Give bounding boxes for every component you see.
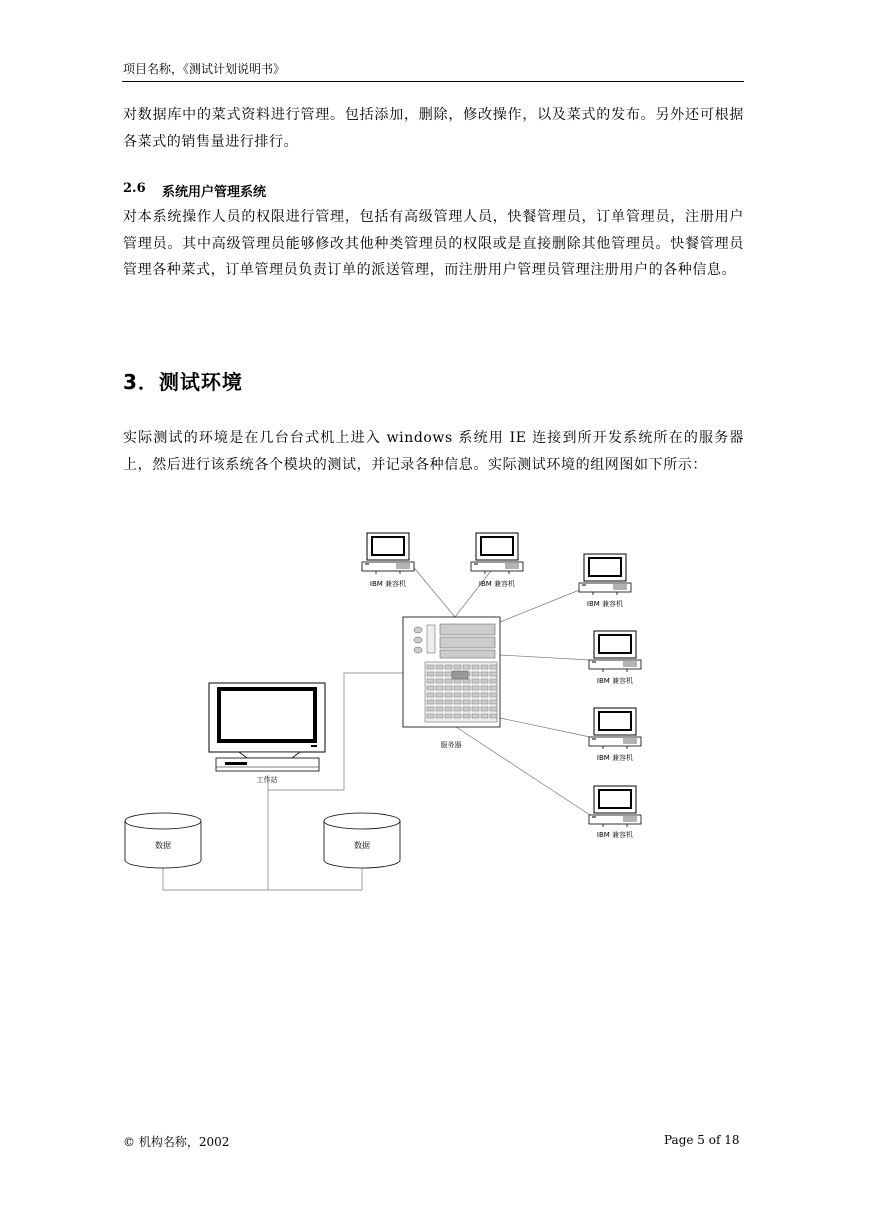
client-pc-6-label: IBM 兼容机: [596, 831, 634, 839]
client-pc-1-label: IBM 兼容机: [369, 580, 407, 588]
section-3-heading: 3．测试环境: [123, 370, 243, 394]
database-2-label: 数据: [354, 841, 370, 850]
page-header-title: 项目名称，《测试计划说明书》: [123, 62, 286, 76]
client-pc-1-icon: [362, 533, 414, 588]
client-pc-2-label: IBM 兼容机: [478, 580, 516, 588]
client-pc-3-label: IBM 兼容机: [586, 600, 624, 608]
client-pc-2-icon: [471, 533, 523, 588]
database-2-icon: [324, 813, 400, 868]
workstation-icon: [209, 683, 325, 784]
server-icon: [403, 617, 500, 749]
client-pc-3-icon: [579, 554, 631, 608]
client-pc-4-label: IBM 兼容机: [596, 677, 634, 685]
database-1-icon: [125, 813, 201, 868]
client-pc-6-icon: [589, 786, 641, 839]
paragraph-user-management: 对本系统操作人员的权限进行管理，包括有高级管理人员，快餐管理员，订单管理员，注册用户管理员。其中高级管理员能够修改其他种类管理员的权限或是直接删除其他管理员。快餐管理员管理各种菜式，订单管理员负责订单的派送管理，而注册用户管理员管理注册用户的各种信息。: [123, 209, 744, 278]
paragraph-dish-management: 对数据库中的菜式资料进行管理。包括添加，删除，修改操作，以及菜式的发布。另外还可根据各菜式的销售量进行排行。: [123, 107, 744, 150]
footer-copyright: © 机构名称，2002: [123, 1135, 230, 1149]
client-pc-4-icon: [589, 631, 641, 685]
client-pc-5-label: IBM 兼容机: [596, 754, 634, 762]
paragraph-test-environment: 实际测试的环境是在几台台式机上进入 windows 系统用 IE 连接到所开发系统所在的服务器上，然后进行该系统各个模块的测试，并记录各种信息。实际测试环境的组网图如下所示：: [123, 430, 744, 473]
section-2-6-title: 系统用户管理系统: [162, 185, 267, 200]
client-pc-5-icon: [589, 708, 641, 762]
section-2-6-number: 2.6: [123, 181, 146, 196]
footer-page-number: Page 5 of 18: [664, 1133, 740, 1147]
database-1-label: 数据: [155, 841, 171, 850]
workstation-label: 工作站: [256, 776, 278, 784]
server-label: 服务器: [440, 741, 462, 749]
